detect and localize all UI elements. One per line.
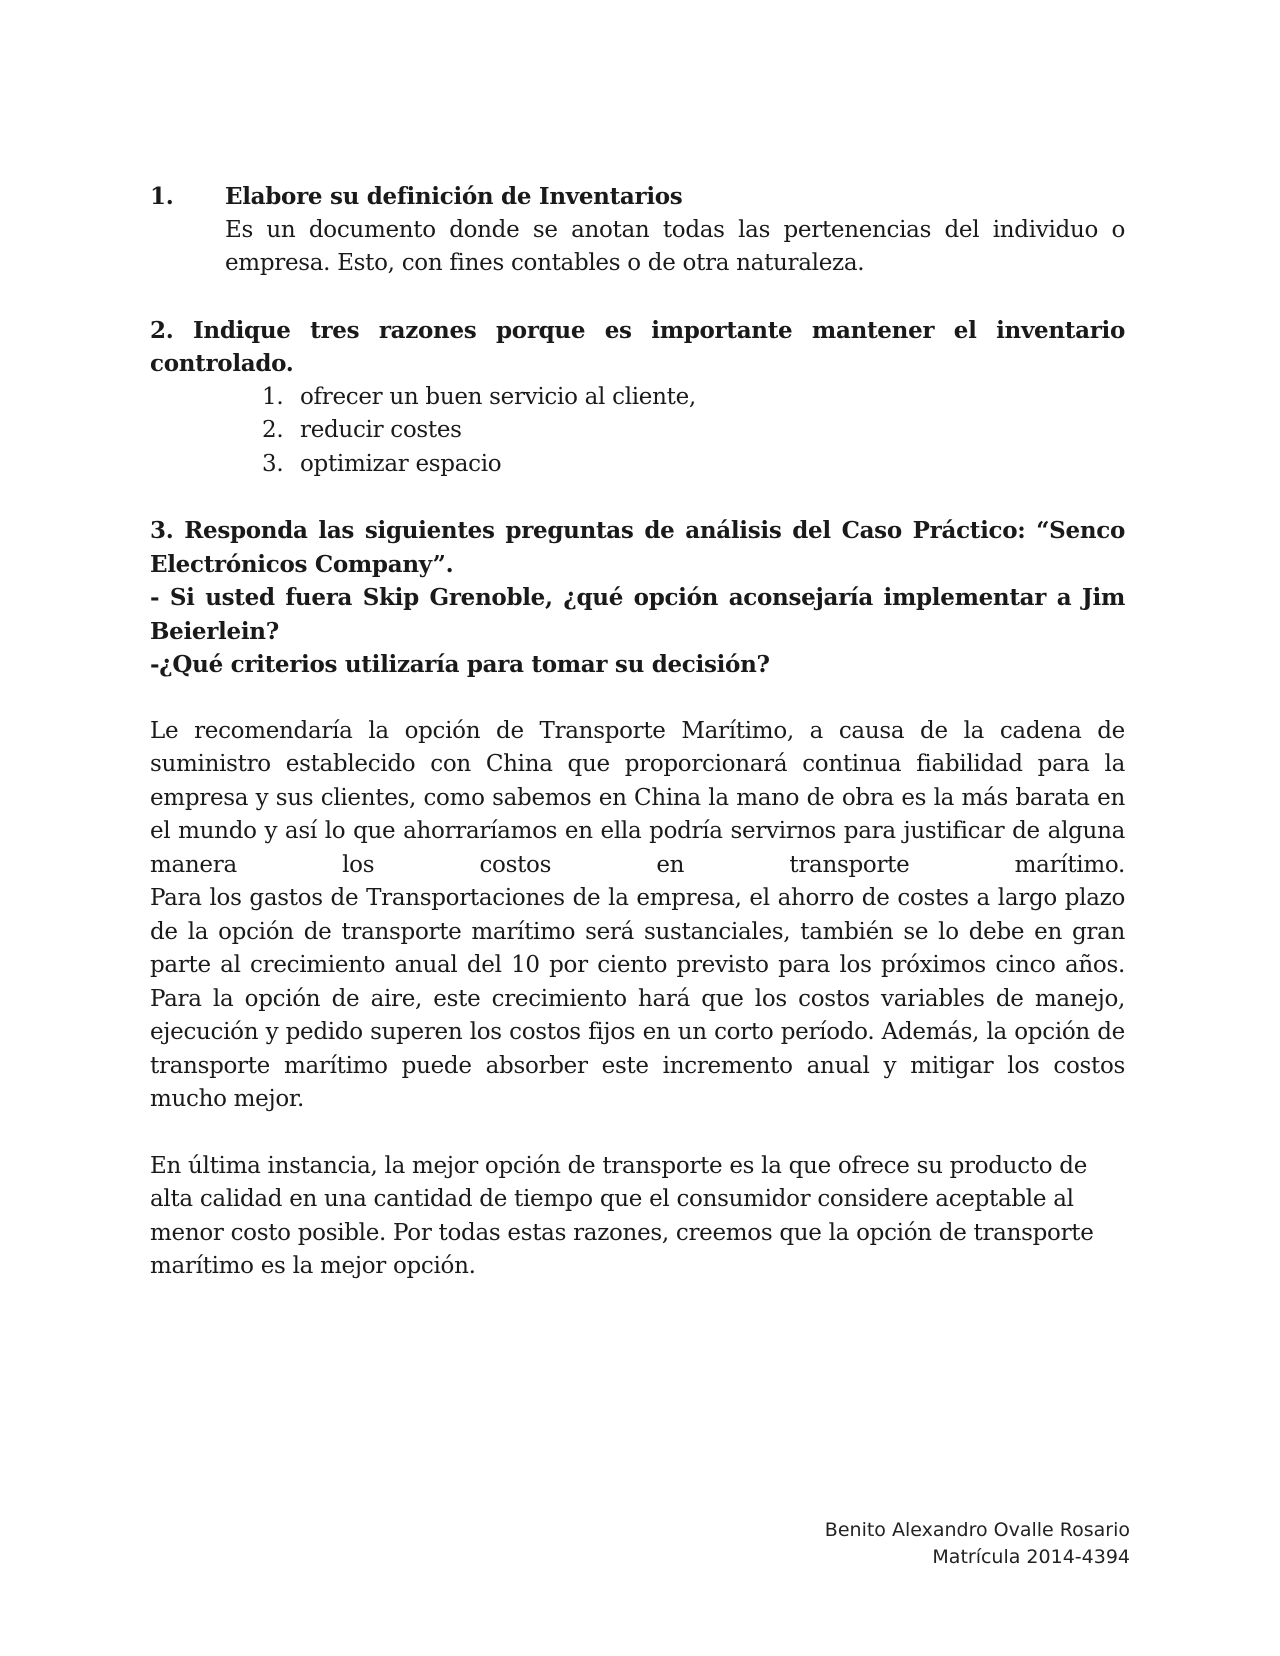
question-1-title: Elabore su definición de Inventarios: [225, 183, 683, 210]
question-2-title: 2. Indique tres razones porque es importante mantener el inventario controlado.: [150, 316, 1125, 377]
list-item: [262, 414, 1125, 448]
question-1-answer: Es un documento donde se anotan todas las pertenencias del individuo o empresa. Esto, con fines contables o de otra naturaleza.: [225, 216, 1125, 276]
list-item-number: 1.: [262, 383, 284, 410]
reasons-list: [262, 381, 1125, 482]
answer-paragraph-2: En última instancia, la mejor opción de transporte es la que ofrece su producto de alta calidad en una cantidad de tiempo que el consumidor considere aceptable al menor costo posible. Por todas estas razones, creemos que la opción de transporte marítimo es la mejor opción.: [150, 1152, 1094, 1279]
list-item-number: 2.: [262, 417, 284, 443]
answer-paragraph-1: [150, 715, 1125, 1117]
list-item: [262, 381, 1125, 415]
question-1-heading: [150, 180, 1125, 214]
list-item-text: optimizar espacio: [300, 450, 502, 477]
question-3-sub-1: - Si usted fuera Skip Grenoble, ¿qué opción aconsejaría implementar a Jim Beierlein?: [150, 584, 1125, 645]
author-name: Benito Alexandro Ovalle Rosario: [824, 1519, 1130, 1541]
question-3-title: 3. Responda las siguientes preguntas de análisis del Caso Práctico: “Senco Electrónicos Company”.: [150, 517, 1125, 578]
question-1-number: 1.: [150, 183, 174, 210]
list-item-text: ofrecer un buen servicio al cliente,: [300, 383, 696, 410]
answer-paragraph-1-rest: Para los gastos de Transportaciones de la empresa, el ahorro de costes a largo plazo de la opción de transporte marítimo será sustanciales, también se lo debe en gran parte al crecimiento anual del 10 por ciento previsto para los próximos cinco años. Para la opción de aire, este crecimiento hará que los costos variables de manejo, ejecución y pedido superen los costos fijos en un corto período. Además, la opción de transporte marítimo puede absorber este incremento anual y mitigar los costos mucho mejor.: [150, 885, 1125, 1112]
list-item-text: reducir costes: [300, 417, 462, 443]
answer-paragraph-1-lead: Le recomendaría la opción de Transporte Marítimo, a causa de la cadena de suministro establecido con China que proporcionará continua fiabilidad para la empresa y sus clientes, como sabemos en China la mano de obra es la más barata en el mundo y así lo que ahorraríamos en ella podría servirnos para justificar de alguna manera los costos en transporte marítimo.: [150, 717, 1125, 878]
list-item: [262, 448, 1125, 482]
document-content: [150, 180, 1125, 1284]
list-item-number: 3.: [262, 450, 284, 477]
question-3-sub-2: -¿Qué criterios utilizaría para tomar su decisión?: [150, 651, 770, 678]
student-id: Matrícula 2014-4394: [932, 1546, 1130, 1568]
author-footer: [825, 1517, 1130, 1571]
